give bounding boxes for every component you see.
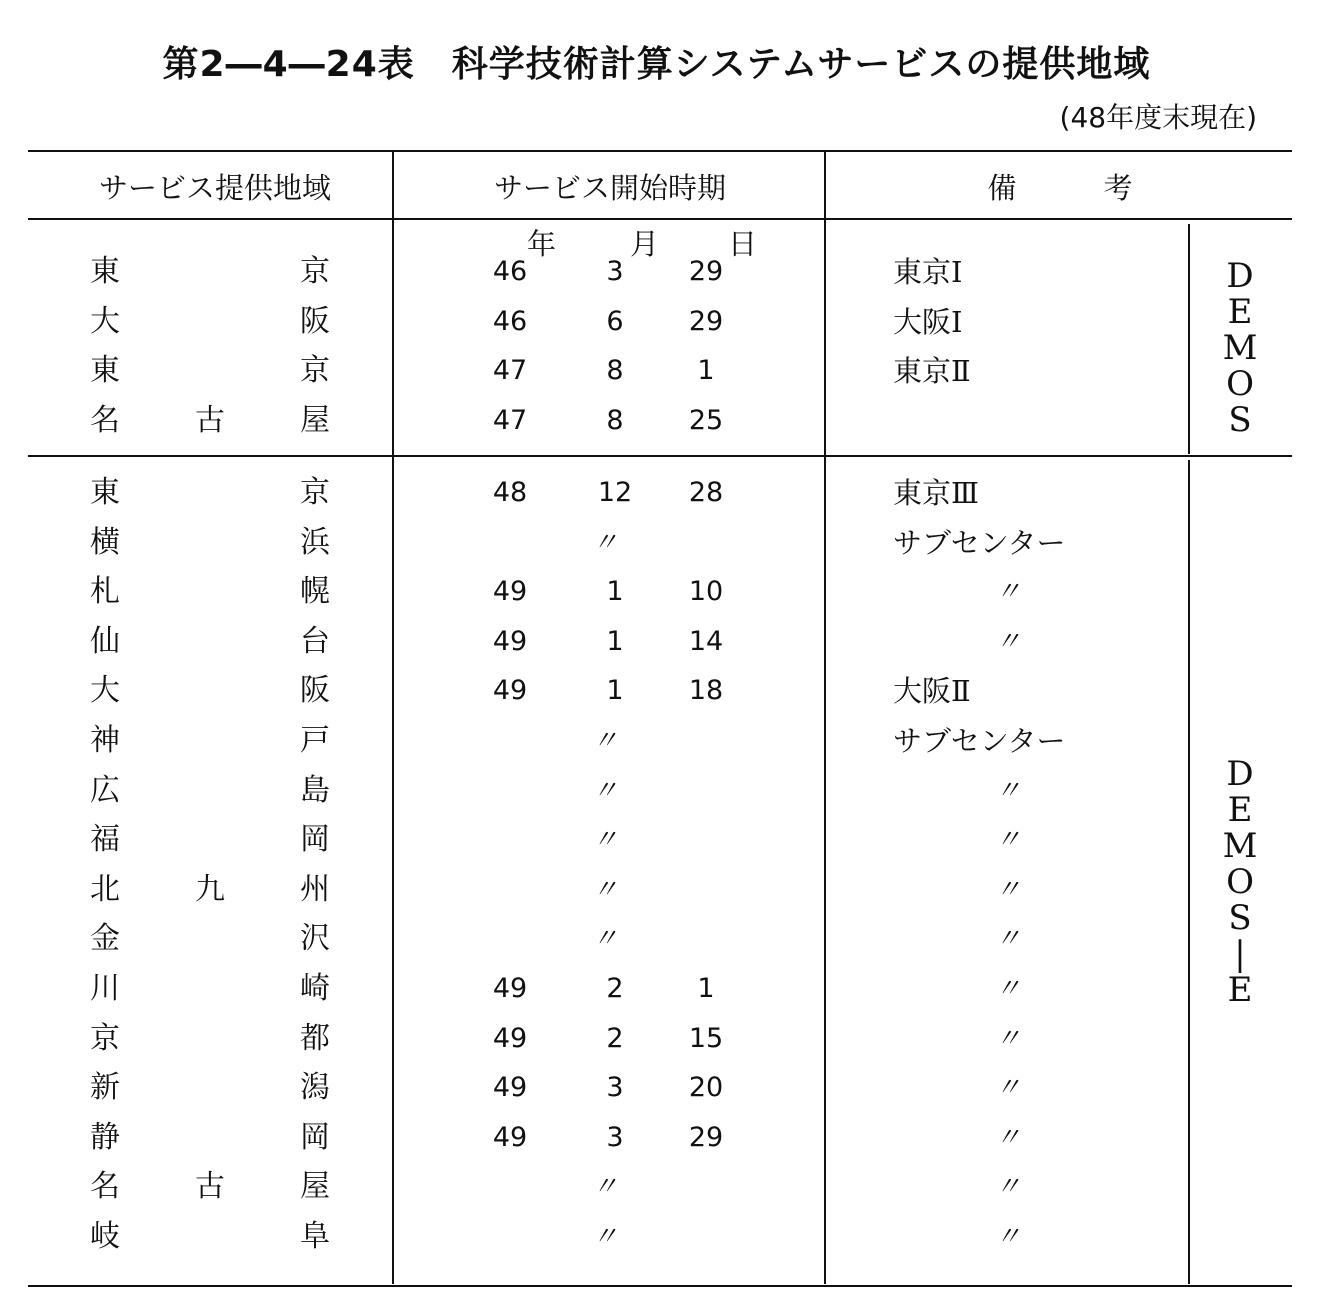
region-char: 岡 xyxy=(300,1119,330,1155)
start-month: 1 xyxy=(606,576,624,608)
remark-ditto: 〃 xyxy=(994,1172,1021,1203)
start-year: 49 xyxy=(492,1072,528,1104)
region-char: 阪 xyxy=(300,673,330,709)
table-row xyxy=(0,717,1329,765)
system-label-letter: D xyxy=(1226,754,1254,794)
start-date-ditto: 〃 xyxy=(591,726,618,756)
group-divider xyxy=(28,455,1292,457)
region-char: 仙 xyxy=(90,623,120,659)
start-date-ditto: 〃 xyxy=(591,1222,618,1252)
system-label-letter: E xyxy=(1227,970,1253,1010)
region-char: 屋 xyxy=(300,402,330,438)
start-year: 47 xyxy=(492,355,528,387)
start-year: 46 xyxy=(492,256,528,287)
system-label-letter: S xyxy=(1228,898,1252,938)
system-label-letter: E xyxy=(1227,292,1253,332)
start-day: 10 xyxy=(688,576,724,608)
remark: 東京Ⅱ xyxy=(893,354,971,389)
as-of-note: (48年度末現在) xyxy=(1059,101,1257,134)
system-label-demos-e xyxy=(1200,756,1280,1008)
unit-year: 年 xyxy=(527,227,557,261)
system-label-letter: E xyxy=(1227,790,1253,830)
region-name xyxy=(90,667,330,715)
start-day: 29 xyxy=(688,305,724,337)
start-day: 20 xyxy=(688,1072,724,1104)
region-name xyxy=(90,1163,330,1211)
region-name xyxy=(90,519,330,567)
region-char: 京 xyxy=(300,475,330,510)
region-name xyxy=(90,298,330,346)
system-label-letter: D xyxy=(1226,256,1254,296)
region-char: 京 xyxy=(90,1020,120,1056)
table-row xyxy=(0,298,1329,346)
remark-ditto: 〃 xyxy=(994,577,1021,608)
table-row xyxy=(0,618,1329,666)
system-label-letter: M xyxy=(1222,328,1258,368)
system-label-letter: S xyxy=(1228,400,1252,440)
region-char: 崎 xyxy=(300,971,330,1006)
start-date-ditto: 〃 xyxy=(591,874,618,905)
table-row xyxy=(0,519,1329,567)
region-name xyxy=(90,816,330,864)
start-year: 48 xyxy=(492,477,528,508)
remark-ditto: 〃 xyxy=(994,1073,1021,1104)
table-row xyxy=(0,347,1329,395)
region-name xyxy=(90,469,330,517)
start-date-ditto: 〃 xyxy=(591,924,618,955)
region-char: 古 xyxy=(195,1169,225,1205)
region-char: 岡 xyxy=(300,822,330,858)
region-name xyxy=(90,1064,330,1112)
remark-ditto: 〃 xyxy=(994,1023,1021,1054)
remark-ditto: 〃 xyxy=(994,924,1021,955)
region-char: 横 xyxy=(90,524,120,560)
region-name xyxy=(90,397,330,445)
region-char: 都 xyxy=(300,1020,330,1056)
start-date-ditto: 〃 xyxy=(591,527,618,558)
region-name xyxy=(90,767,330,815)
remark-ditto: 〃 xyxy=(994,1122,1021,1153)
remark: 東京Ⅲ xyxy=(893,476,979,510)
remark: 大阪Ⅱ xyxy=(893,674,971,709)
region-char: 島 xyxy=(300,772,330,808)
region-char: 九 xyxy=(195,871,225,907)
bottom-rule xyxy=(28,1285,1292,1287)
table-row xyxy=(0,568,1329,616)
header-rule xyxy=(28,218,1292,220)
remark-ditto: 〃 xyxy=(994,825,1021,856)
remark-ditto: 〃 xyxy=(994,775,1021,806)
table-row xyxy=(0,1114,1329,1162)
region-char: 福 xyxy=(90,822,120,858)
start-day: 28 xyxy=(688,477,724,508)
region-name xyxy=(90,717,330,765)
region-name xyxy=(90,1213,330,1261)
start-date-ditto: 〃 xyxy=(591,1172,618,1203)
region-char: 古 xyxy=(195,402,225,438)
start-year: 49 xyxy=(492,625,528,657)
start-day: 1 xyxy=(697,355,715,387)
region-char: 神 xyxy=(90,723,120,758)
start-date-ditto: 〃 xyxy=(591,825,618,856)
region-char: 大 xyxy=(90,673,120,709)
system-label-letter: M xyxy=(1222,826,1258,866)
region-char: 阜 xyxy=(300,1219,330,1254)
start-year: 47 xyxy=(492,404,528,436)
start-day: 18 xyxy=(688,675,724,707)
region-char: 岐 xyxy=(90,1219,120,1254)
system-label-letter: | xyxy=(1234,934,1246,974)
start-month: 2 xyxy=(606,973,624,1004)
table-row xyxy=(0,469,1329,517)
table-row xyxy=(0,915,1329,963)
region-char: 幌 xyxy=(300,574,330,610)
remark: 東京Ⅰ xyxy=(893,255,963,289)
region-char: 札 xyxy=(90,574,120,610)
region-char: 名 xyxy=(90,402,120,438)
table-row xyxy=(0,862,1329,914)
table-row xyxy=(0,767,1329,815)
table-row xyxy=(0,816,1329,864)
start-date-ditto: 〃 xyxy=(591,775,618,806)
start-day: 1 xyxy=(697,973,715,1004)
region-char: 新 xyxy=(90,1070,120,1106)
region-char: 広 xyxy=(90,772,120,808)
start-day: 14 xyxy=(688,625,724,657)
start-month: 1 xyxy=(606,625,624,657)
start-year: 49 xyxy=(492,576,528,608)
start-year: 49 xyxy=(492,1022,528,1054)
start-month: 6 xyxy=(606,305,624,337)
system-label-letter: O xyxy=(1226,862,1254,902)
start-year: 49 xyxy=(492,973,528,1004)
start-month: 12 xyxy=(597,477,633,508)
region-char: 戸 xyxy=(300,723,330,758)
region-name xyxy=(90,618,330,666)
region-char: 川 xyxy=(90,971,120,1006)
region-name xyxy=(90,866,330,914)
top-rule xyxy=(28,150,1292,152)
start-year: 49 xyxy=(492,675,528,707)
table-row xyxy=(0,667,1329,715)
table-row xyxy=(0,965,1329,1013)
region-char: 京 xyxy=(300,254,330,289)
start-day: 29 xyxy=(688,256,724,287)
region-char: 北 xyxy=(90,871,120,907)
table-row xyxy=(0,397,1329,445)
region-char: 大 xyxy=(90,303,120,339)
table-row xyxy=(0,1213,1329,1261)
region-char: 阪 xyxy=(300,303,330,339)
remark: 大阪Ⅰ xyxy=(893,304,963,339)
region-char: 州 xyxy=(300,871,330,907)
region-name xyxy=(90,347,330,395)
remark-ditto: 〃 xyxy=(994,626,1021,657)
region-char: 金 xyxy=(90,921,120,957)
region-name xyxy=(90,915,330,963)
table-row xyxy=(0,1015,1329,1063)
remark-ditto: 〃 xyxy=(994,974,1021,1004)
region-char: 台 xyxy=(300,623,330,659)
table-row xyxy=(0,1064,1329,1112)
table-row xyxy=(0,248,1329,296)
unit-month: 月 xyxy=(630,227,660,261)
region-char: 静 xyxy=(90,1119,120,1155)
start-month: 3 xyxy=(606,1121,624,1153)
start-day: 25 xyxy=(688,404,724,436)
region-char: 東 xyxy=(90,254,120,289)
system-label-letter: O xyxy=(1226,364,1254,404)
region-name xyxy=(90,1015,330,1063)
region-name xyxy=(90,1114,330,1162)
table-row xyxy=(0,1163,1329,1211)
region-char: 京 xyxy=(300,353,330,389)
start-month: 2 xyxy=(606,1022,624,1054)
header-remarks: 備 考 xyxy=(987,171,1133,205)
region-char: 沢 xyxy=(300,921,330,957)
start-day: 15 xyxy=(688,1022,724,1054)
header-region: サービス提供地域 xyxy=(98,171,331,205)
table-title: 第2―4―24表 科学技術計算システムサービスの提供地域 xyxy=(162,44,1151,85)
region-char: 屋 xyxy=(300,1169,330,1205)
start-month: 8 xyxy=(606,404,624,436)
start-month: 1 xyxy=(606,675,624,707)
region-char: 浜 xyxy=(300,524,330,560)
start-day: 29 xyxy=(688,1121,724,1153)
remark-ditto: 〃 xyxy=(994,1222,1021,1252)
remark-ditto: 〃 xyxy=(994,874,1021,905)
start-year: 46 xyxy=(492,305,528,337)
system-label-demos xyxy=(1200,258,1280,438)
start-month: 8 xyxy=(606,355,624,387)
start-month: 3 xyxy=(606,256,624,287)
unit-day: 日 xyxy=(728,227,758,261)
region-char: 名 xyxy=(90,1169,120,1205)
region-name xyxy=(90,248,330,296)
region-name xyxy=(90,965,330,1013)
remark: サブセンター xyxy=(893,724,1066,758)
start-month: 3 xyxy=(606,1072,624,1104)
region-char: 東 xyxy=(90,475,120,510)
region-char: 潟 xyxy=(300,1070,330,1106)
region-name xyxy=(90,568,330,616)
region-char: 東 xyxy=(90,353,120,389)
start-year: 49 xyxy=(492,1121,528,1153)
remark: サブセンター xyxy=(893,525,1066,560)
header-start-date: サービス開始時期 xyxy=(493,171,726,205)
